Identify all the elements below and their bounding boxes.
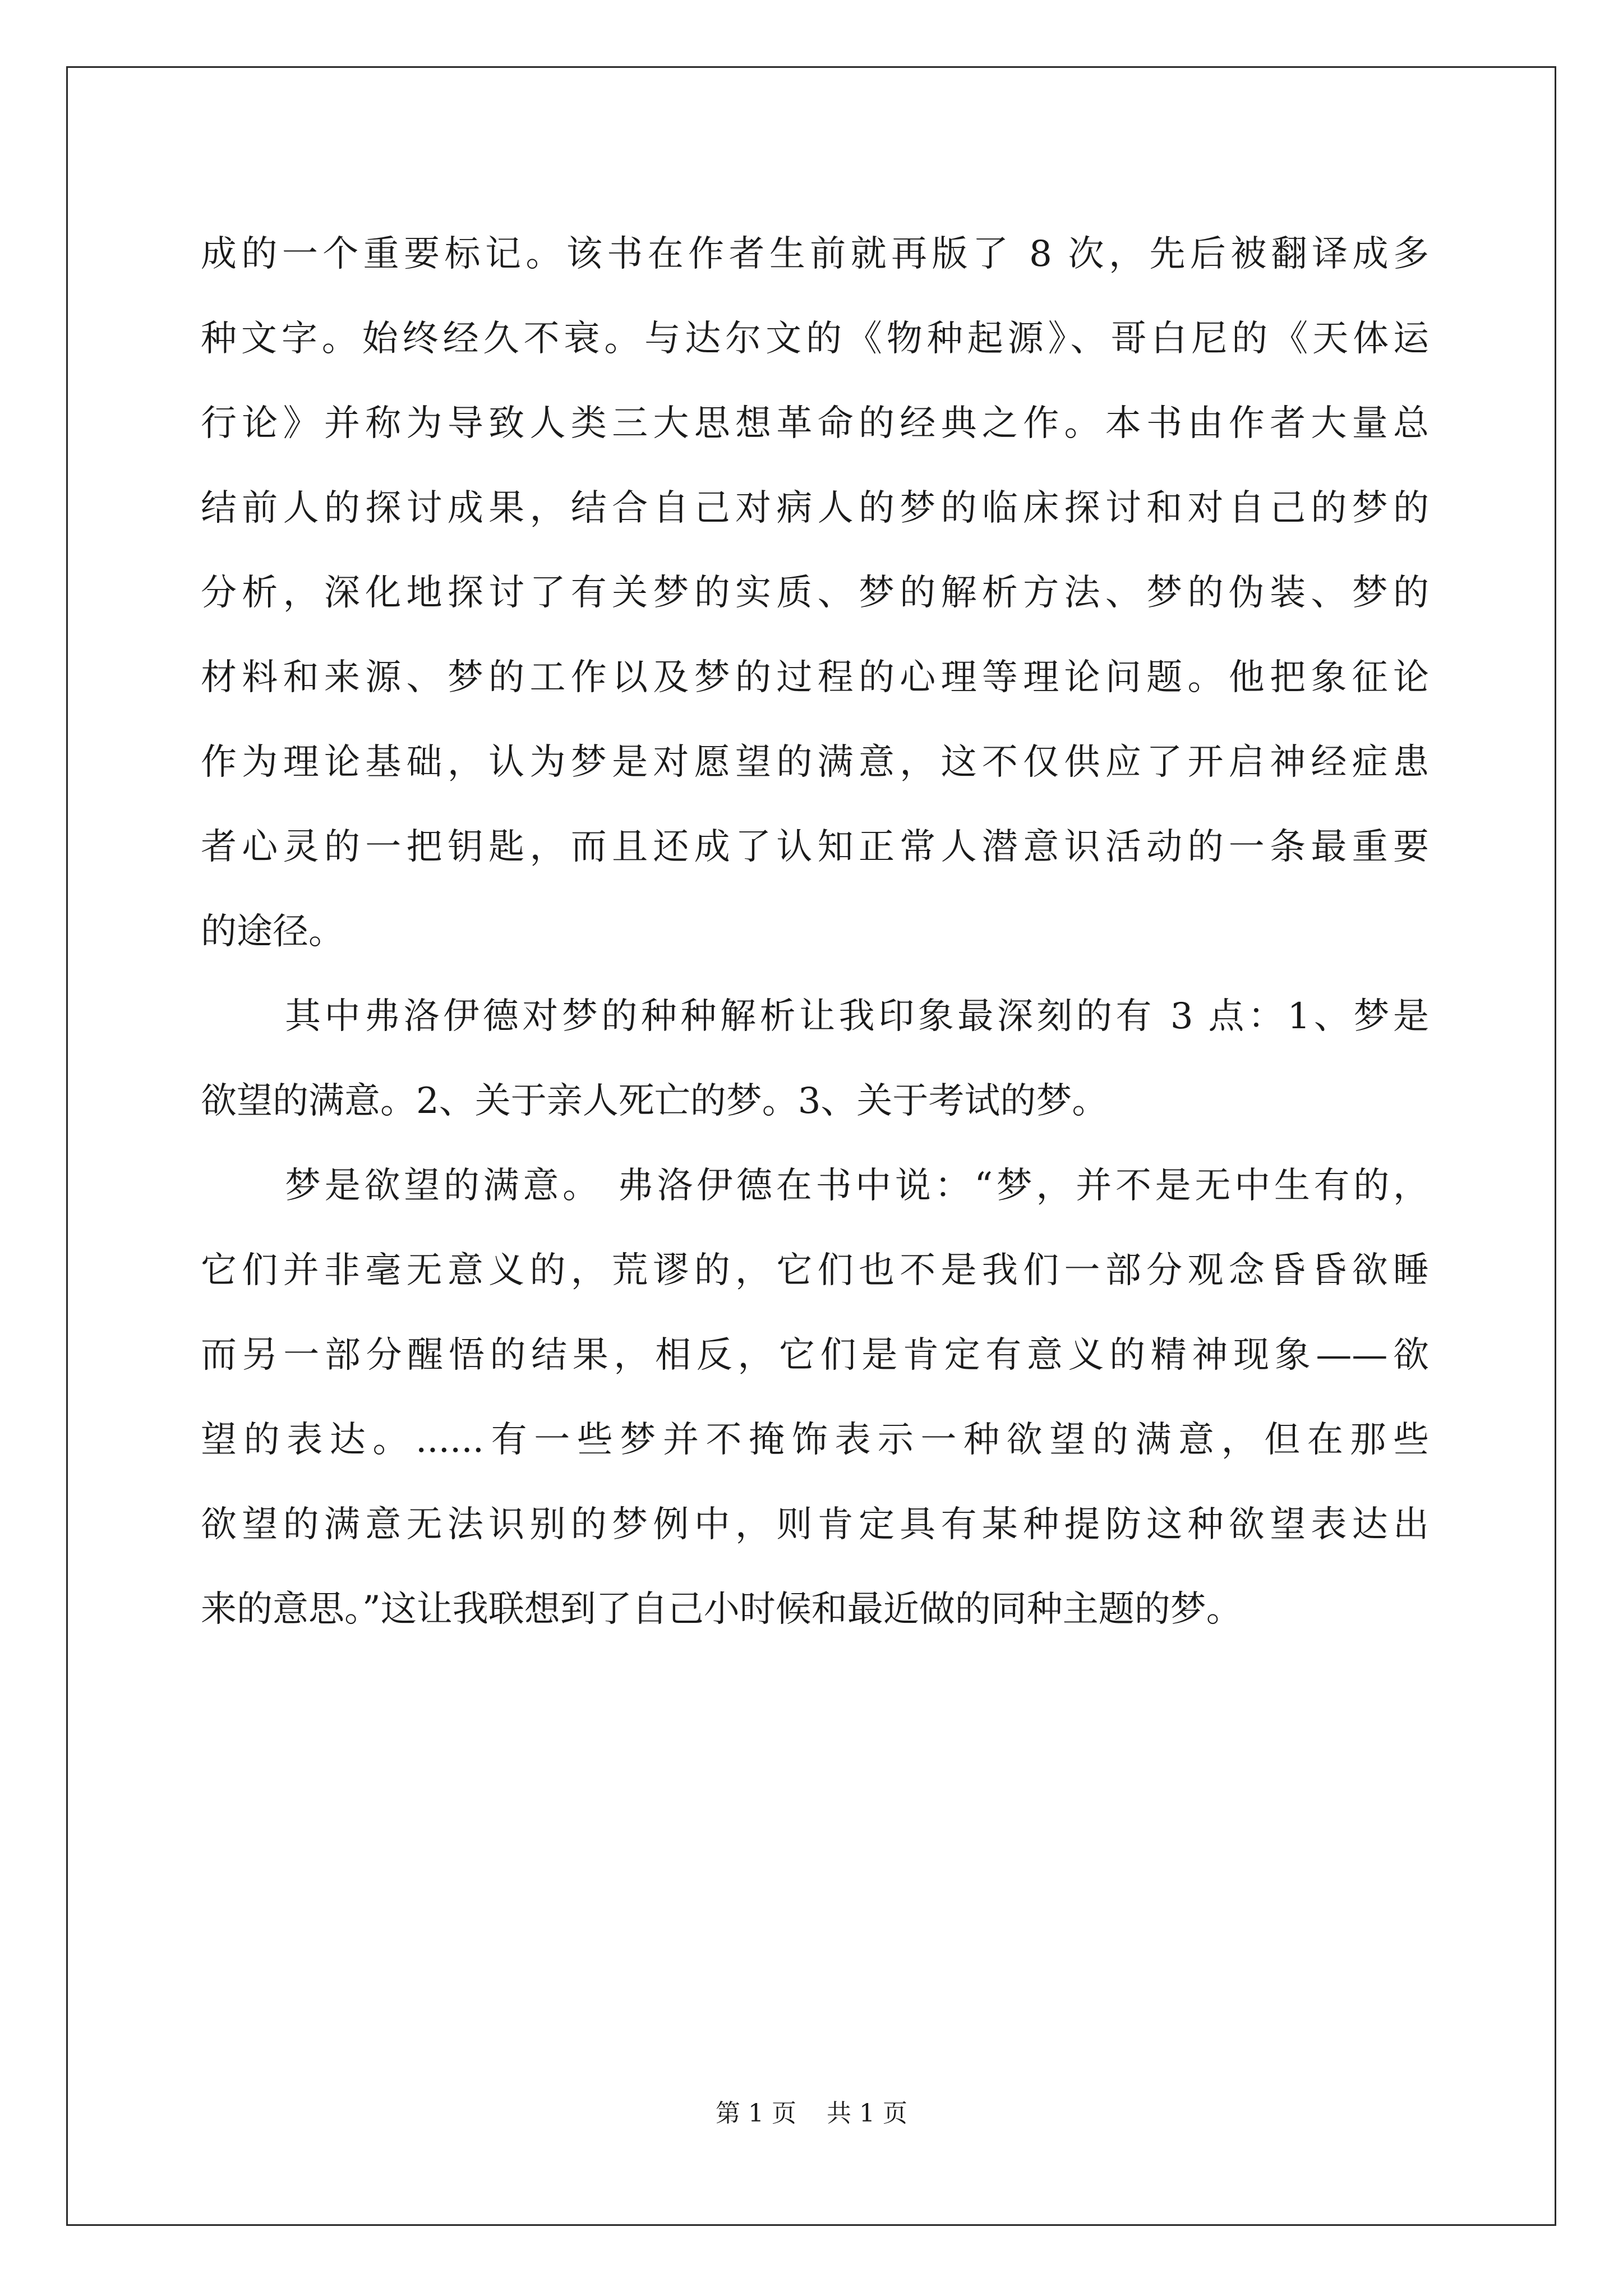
page-number: 第 1 页 xyxy=(716,2099,796,2128)
text-line: 作为理论基础，认为梦是对愿望的满意，这不仅供应了开启神经症患 xyxy=(201,742,1429,783)
paragraph-2 xyxy=(201,974,1429,1144)
text-line: 梦是欲望的满意。 弗洛伊德在书中说：“梦，并不是无中生有的， xyxy=(285,1165,1429,1207)
text-line: 者心灵的一把钥匙，而且还成了认知正常人潜意识活动的一条最重要 xyxy=(201,826,1429,868)
text-line: 材料和来源、梦的工作以及梦的过程的心理等理论问题。他把象征论 xyxy=(201,657,1429,698)
text-line: 望的表达。......有一些梦并不掩饰表示一种欲望的满意，但在那些 xyxy=(201,1419,1429,1461)
text-line: 成的一个重要标记。该书在作者生前就再版了 8 次，先后被翻译成多 xyxy=(201,233,1429,275)
document-body xyxy=(201,212,1429,1652)
text-line: 欲望的满意无法识别的梦例中，则肯定具有某种提防这种欲望表达出 xyxy=(201,1504,1429,1545)
text-line: 的途径。 xyxy=(201,911,344,953)
text-line: 结前人的探讨成果，结合自己对病人的梦的临床探讨和对自己的梦的 xyxy=(201,487,1429,529)
text-line: 行论》并称为导致人类三大思想革命的经典之作。本书由作者大量总 xyxy=(201,403,1429,444)
paragraph-1 xyxy=(201,212,1429,974)
text-line: 其中弗洛伊德对梦的种种解析让我印象最深刻的有 3 点：1、梦是 xyxy=(285,996,1429,1037)
text-line: 欲望的满意。2、关于亲人死亡的梦。3、关于考试的梦。 xyxy=(201,1080,1108,1122)
page-total: 共 1 页 xyxy=(827,2099,907,2128)
text-line: 种文字。始终经久不衰。与达尔文的《物种起源》、哥白尼的《天体运 xyxy=(201,318,1429,360)
text-line: 而另一部分醒悟的结果，相反，它们是肯定有意义的精神现象——欲 xyxy=(201,1335,1429,1376)
text-line: 它们并非毫无意义的，荒谬的，它们也不是我们一部分观念昏昏欲睡 xyxy=(201,1250,1429,1291)
text-line: 分析，深化地探讨了有关梦的实质、梦的解析方法、梦的伪装、梦的 xyxy=(201,572,1429,614)
page-footer xyxy=(0,2097,1623,2131)
paragraph-3 xyxy=(201,1144,1429,1652)
text-line: 来的意思。”这让我联想到了自己小时候和最近做的同种主题的梦。 xyxy=(201,1589,1242,1630)
